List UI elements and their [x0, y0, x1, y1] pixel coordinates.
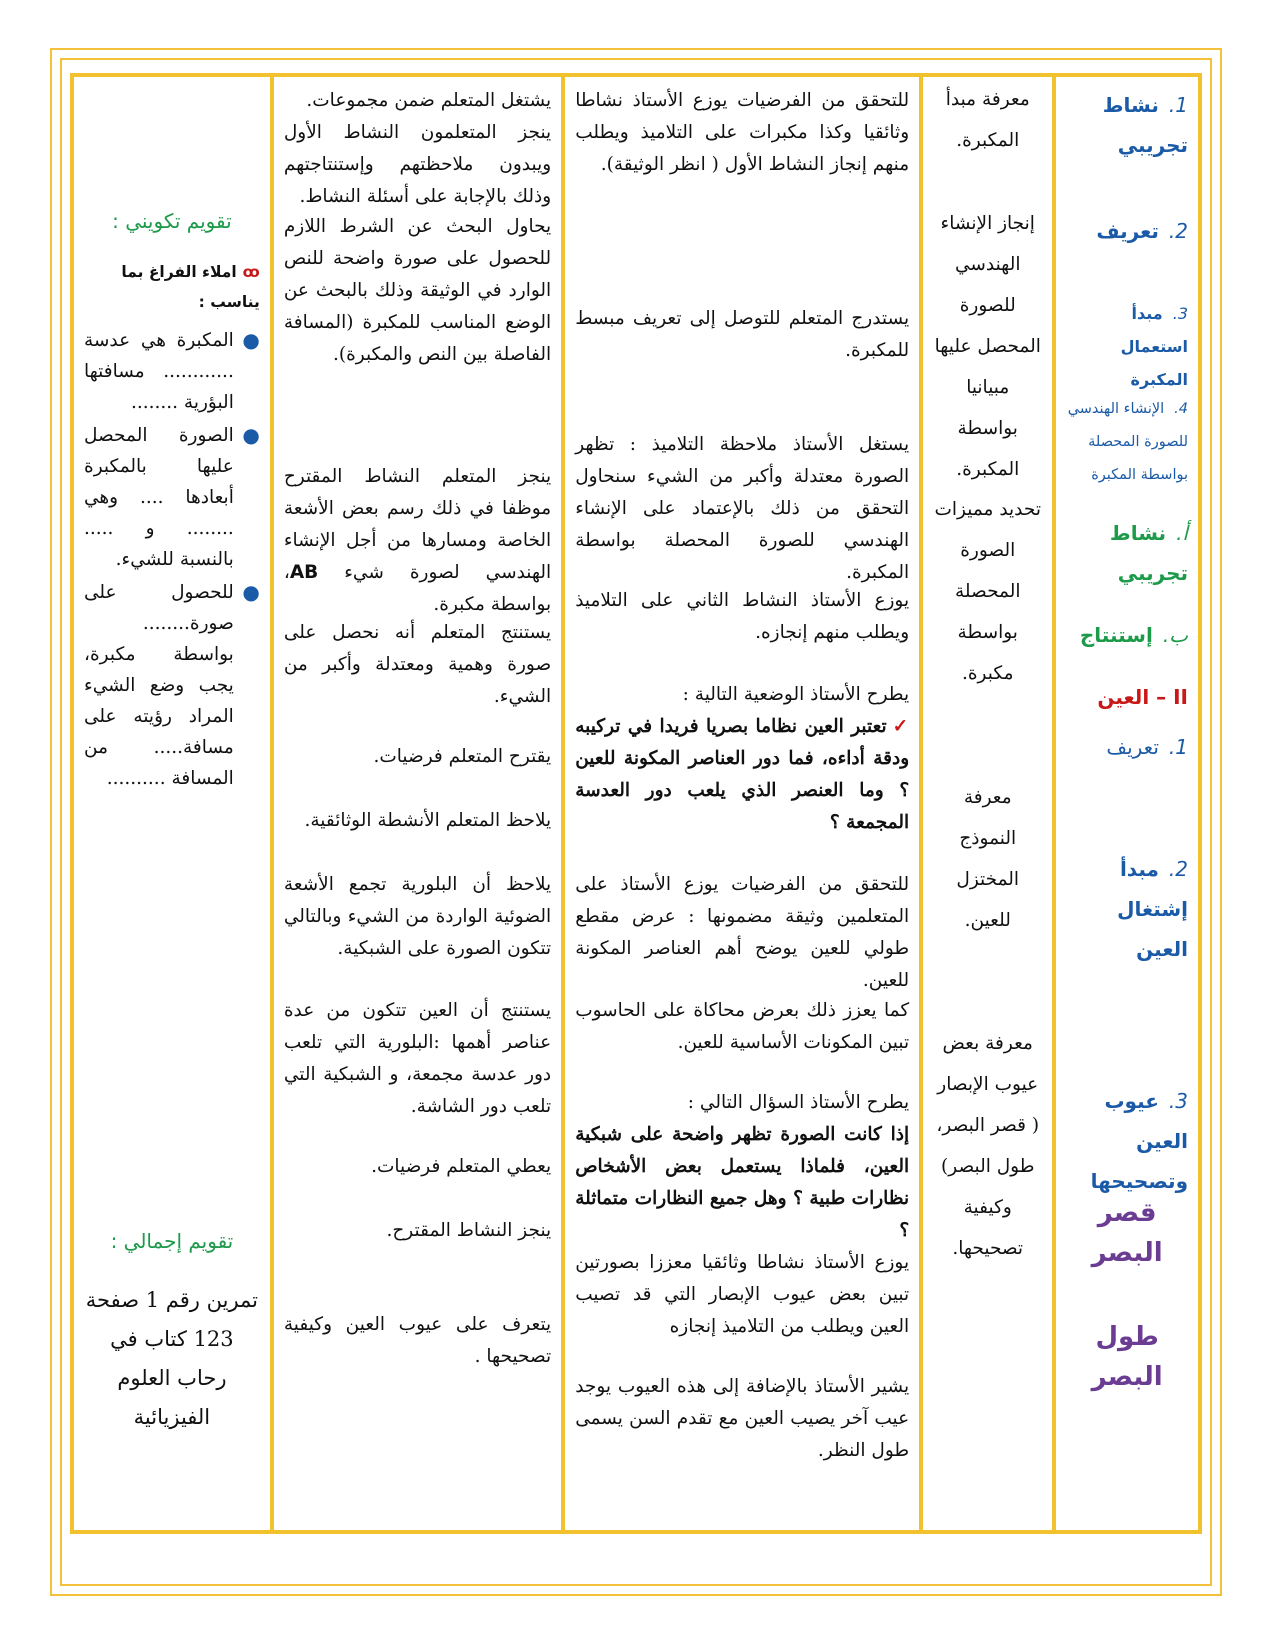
learner-text: ينجز المتعلمون النشاط الأول ويبدون ملاحظتهم وإستنتاجتهم وذلك بالإجابة على أسئلة النشاط. — [283, 122, 552, 207]
teacher-text: يوزع الأستاذ النشاط الثاني على التلاميذ ويطلب منهم إنجازه. — [575, 590, 910, 643]
learner-text: يعطي المتعلم فرضيات. — [371, 1156, 552, 1177]
bullet-icon: ● — [242, 423, 260, 447]
teacher-text: للتحقق من الفرضيات يوزع الأستاذ نشاطا وثائقيا وكذا مكبرات على التلاميذ ويطلب منهم إنجاز النشاط الأول ( انظر الوثيقة). — [575, 90, 910, 175]
lesson-table — [70, 73, 1202, 1534]
eye-section-2: 2.مبدأ إشتغال العين — [1117, 857, 1188, 961]
teacher-text: يطرح الأستاذ الوضعية التالية : — [682, 684, 910, 705]
competencies-column — [921, 75, 1054, 1532]
teacher-situation — [575, 679, 909, 839]
section-a: أ.نشاط تجريبي — [1109, 521, 1188, 585]
formative-evaluation-title: تقويم تكويني : — [112, 209, 232, 233]
learner-text: يلاحظ أن البلورية تجمع الأشعة الضوئية الواردة من الشيء وبالتالي تتكون الصورة على الشبكية. — [283, 874, 552, 959]
section-2: 2.تعريف — [1096, 219, 1188, 243]
teacher-text: يوزع الأستاذ نشاطا وثائقيا معززا بصورتين تبين بعض عيوب الإبصار التي قد تصيب العين ويطلب من التلاميذ إنجازه — [575, 1252, 910, 1337]
learner-text: ينجز المتعلم النشاط المقترح موظفا في ذلك رسم بعض الأشعة الخاصة ومسارها من أجل الإنشاء الهندسي لصورة شيء AB، بواسطة مكبرة. — [283, 466, 552, 615]
teacher-text: يستدرج المتعلم للتوصل إلى تعريف مبسط للمكبرة. — [575, 308, 910, 361]
learner-text: يستنتج أن العين تتكون من عدة عناصر أهمها :البلورية التي تلعب دور عدسة مجمعة، و الشبكية التي تلعب دور الشاشة. — [283, 1000, 552, 1117]
teacher-text: يستغل الأستاذ ملاحظة التلاميذ : تظهر الصورة معتدلة وأكبر من الشيء سنحاول التحقق من ذلك بالإعتماد على الإنشاء الهندسي للصورة المحصلة بواسطة المكبرة. — [575, 434, 910, 583]
competency-5: معرفة بعض عيوب الإبصار ( قصر البصر، طول البصر) وكيفية تصحيحها. — [936, 1033, 1040, 1259]
table-row — [72, 75, 1200, 1532]
section-b: ب.إستنتاج — [1079, 623, 1188, 647]
learner-text: يستنتج المتعلم أنه نحصل على صورة وهمية ومعتدلة وأكبر من الشيء. — [283, 622, 552, 707]
list-item: ● للحصول على صورة........ بواسطة مكبرة، يجب وضع الشيء المراد رؤيته على مسافة..... من المسافة .......... — [84, 577, 260, 794]
competency-2: إنجاز الإنشاء الهندسي للصورة المحصل عليها مبيانيا بواسطة المكبرة. — [934, 213, 1041, 480]
evaluation-blanks-list — [84, 325, 260, 794]
objectives-column — [1054, 75, 1200, 1532]
eye-section-1: 1.تعريف — [1106, 735, 1188, 759]
list-item: ● الصورة المحصل عليها بالمكبرة أبعادها .... وهي ........ و ..... بالنسبة للشيء. — [84, 420, 260, 575]
learner-text: ينجز النشاط المقترح. — [386, 1220, 552, 1241]
teacher-question: ✓تعتبر العين نظاما بصريا فريدا في تركيبه ودقة أداءه، فما دور العناصر المكونة للعين ؟ وما العنصر الذي يلعب دور العدسة المجمعة ؟ — [575, 716, 910, 833]
section-3: 3.مبدأ استعمال المكبرة — [1120, 304, 1188, 389]
summative-exercise: تمرين رقم 1 صفحة 123 كتاب في رحاب العلوم الفيزيائية — [85, 1288, 259, 1429]
competency-4: معرفة النموذج المختزل للعين. — [956, 787, 1020, 931]
teacher-text: يطرح الأستاذ السؤال التالي : — [687, 1092, 910, 1113]
list-item: ● المكبرة هي عدسة ............ مسافتها البؤرية ........ — [84, 325, 260, 418]
infinity-bullet-icon: ꝏ — [242, 263, 260, 281]
eye-section-3: 3.عيوب العين وتصحيحها — [1090, 1089, 1188, 1193]
competency-3: تحديد مميزات الصورة المحصلة بواسطة مكبرة. — [934, 499, 1041, 684]
check-icon: ✓ — [892, 716, 910, 737]
learner-text: يتعرف على عيوب العين وكيفية تصحيحها . — [283, 1314, 552, 1367]
bullet-icon: ● — [242, 580, 260, 604]
evaluation-column — [72, 75, 272, 1532]
bullet-icon: ● — [242, 328, 260, 352]
summative-evaluation-title: تقويم إجمالي : — [110, 1229, 234, 1253]
section-1: 1.نشاط تجريبي — [1102, 93, 1188, 157]
teacher-text: للتحقق من الفرضيات يوزع الأستاذ على المتعلمين وثيقة مضمونها : عرض مقطع طولي للعين يوضح أهم العناصر المكونة للعين. — [575, 874, 910, 991]
teacher-question: إذا كانت الصورة تظهر واضحة على شبكية العين، فلماذا يستعمل بعض الأشخاص نظارات طبية ؟ وهل جميع النظارات متماثلة ؟ — [575, 1124, 910, 1241]
section-II-eye: II – العين — [1097, 685, 1188, 709]
hyperopia-label: طول البصر — [1091, 1322, 1163, 1392]
section-4: 4.الإنشاء الهندسي للصورة المحصلة بواسطة المكبرة — [1067, 401, 1188, 483]
learner-text: يقترح المتعلم فرضيات. — [373, 746, 552, 767]
competency-1: معرفة مبدأ المكبرة. — [945, 89, 1030, 151]
teacher-activities-column — [563, 75, 921, 1532]
learner-activities-column — [272, 75, 563, 1532]
learner-text: يلاحظ المتعلم الأنشطة الوثائقية. — [304, 810, 552, 831]
teacher-text: يشير الأستاذ بالإضافة إلى هذه العيوب يوجد عيب آخر يصيب العين مع تقدم السن يسمى طول النظر. — [575, 1376, 910, 1461]
myopia-label: قصر البصر — [1091, 1198, 1163, 1268]
fill-instruction: ꝏاملاء الفراغ بما يناسب : — [121, 263, 260, 311]
teacher-text: كما يعزز ذلك بعرض محاكاة على الحاسوب تبين المكونات الأساسية للعين. — [575, 1000, 910, 1053]
learner-text: يحاول البحث عن الشرط اللازم للحصول على صورة واضحة للنص الوارد في الوثيقة وذلك بالبحث عن الوضع المناسب للمكبرة (المسافة الفاصلة بين النص والمكبرة). — [283, 216, 552, 365]
learner-text: يشتغل المتعلم ضمن مجموعات. — [306, 90, 552, 111]
